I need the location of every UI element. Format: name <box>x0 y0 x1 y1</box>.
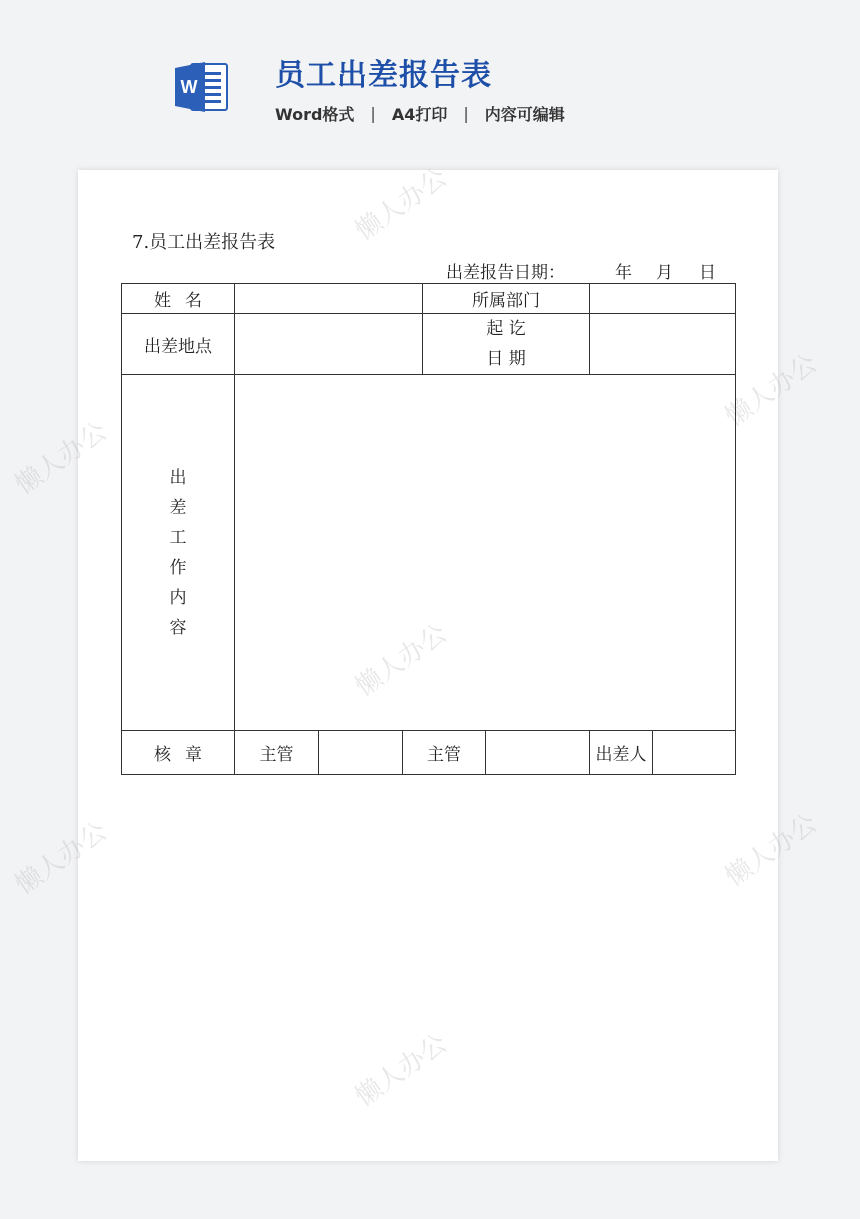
location-label: 出差地点 <box>144 336 212 357</box>
location-field[interactable] <box>235 314 423 375</box>
banner-title: 员工出差报告表 <box>275 58 492 93</box>
date-year: 年 <box>615 263 632 283</box>
watermark: 懒人办公 <box>720 348 823 433</box>
approval-label: 核章 <box>154 745 216 765</box>
watermark: 懒人办公 <box>10 816 113 901</box>
department-label: 所属部门 <box>472 291 541 311</box>
supervisor-label: 主管 <box>427 745 461 765</box>
date-month: 月 <box>656 263 673 283</box>
word-document-icon <box>175 60 229 114</box>
watermark: 懒人办公 <box>10 416 113 501</box>
traveler-label: 出差人 <box>595 745 647 765</box>
period-label-cell <box>423 314 590 375</box>
supervisor-label-cell-1 <box>235 731 319 775</box>
supervisor-label: 主管 <box>259 745 294 765</box>
tag-print: A4打印 <box>391 105 448 124</box>
tag-format: Word格式 <box>275 105 355 124</box>
document-heading: 7.员工出差报告表 <box>132 232 276 253</box>
supervisor-signature-field-2[interactable] <box>486 731 590 775</box>
document-page <box>10 162 823 1161</box>
department-label-cell <box>423 284 590 314</box>
name-field[interactable] <box>235 284 423 314</box>
department-field[interactable] <box>590 284 736 314</box>
tag-separator: | <box>463 104 469 123</box>
watermark: 懒人办公 <box>720 808 823 893</box>
work-content-label-cell <box>122 375 235 731</box>
banner-tags <box>275 102 565 125</box>
name-label-cell <box>122 284 235 314</box>
period-field[interactable] <box>590 314 736 375</box>
date-day: 日 <box>699 263 716 283</box>
supervisor-signature-field-1[interactable] <box>319 731 403 775</box>
work-content-label: 出差工作内容 <box>169 467 187 638</box>
name-label: 姓名 <box>154 291 216 311</box>
watermark: 懒人办公 <box>350 1028 453 1113</box>
tag-separator: | <box>370 104 376 123</box>
tag-editable: 内容可编辑 <box>484 105 565 124</box>
svg-text:W: W <box>180 77 198 97</box>
travel-report-form <box>121 283 736 775</box>
period-label-line2: 日 期 <box>486 349 526 369</box>
report-date-label: 出差报告日期： <box>446 263 565 283</box>
period-label-line1: 起 讫 <box>486 319 526 339</box>
approval-label-cell <box>122 731 235 775</box>
traveler-label-cell <box>590 731 653 775</box>
work-content-field[interactable] <box>235 375 736 731</box>
watermark: 懒人办公 <box>350 618 453 703</box>
report-date-line <box>446 258 716 283</box>
watermark: 懒人办公 <box>350 162 453 247</box>
traveler-signature-field[interactable] <box>653 731 736 775</box>
location-label-cell <box>122 314 235 375</box>
supervisor-label-cell-2 <box>403 731 486 775</box>
